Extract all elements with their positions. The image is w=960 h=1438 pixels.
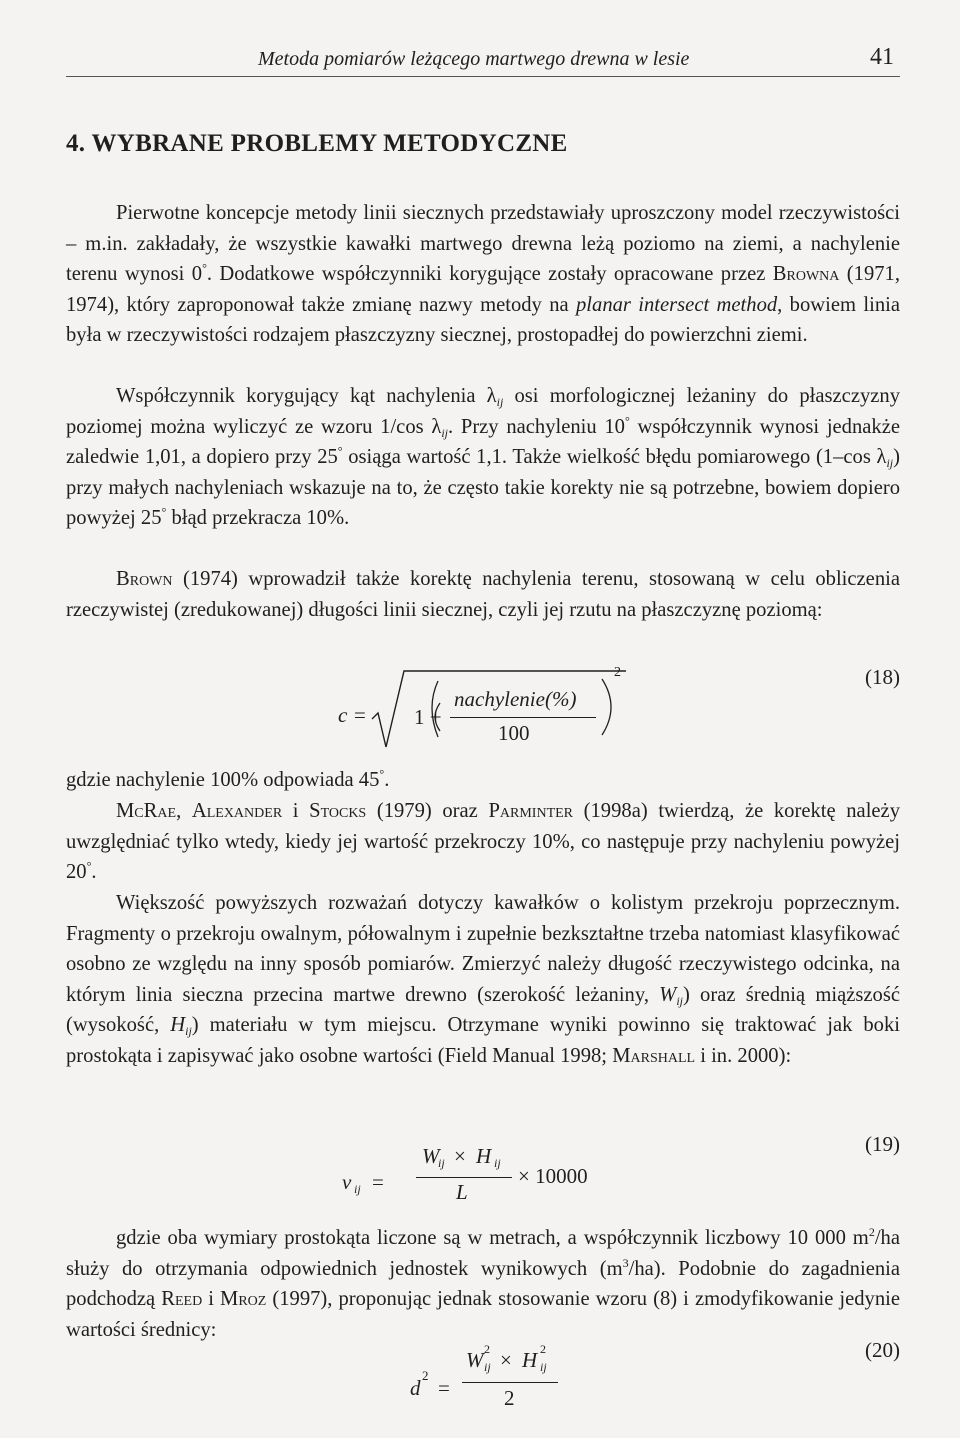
author-stocks: Stocks (309, 800, 367, 822)
author-alexander: Alexander (191, 800, 283, 822)
eq19-equals: = (372, 1170, 384, 1194)
equation-18 (66, 665, 900, 755)
eq20-fraction-line (462, 1382, 558, 1383)
paragraph-6: Większość powyższych rozważań dotyczy kawałków o kolistym przekroju poprzecznym. Fragmenty o przekroju owalnym, półowalnym i zupełnie bezkształtne trzeba natomiast klasyfikować osobno ze względu na inny sposób pomiarów. Zmierzyć należy długość rzeczywistego odcinka, na którym linia sieczna przecina martwe drewno (szerokość leżaniny, $W_{ij}$) oraz średnią miąższość (wysokość, $H_{ij}$) materiału w tym miejscu. Otrzymane wyniki powinno się traktować jak boki prostokąta i zapisywać jako osobne wartości (Field Manual 1998; Marshall i in. 2000): (66, 892, 901, 1067)
eq18-one-plus: 1 + (414, 705, 442, 729)
eq20-denominator: 2 (504, 1386, 515, 1410)
eq20-d: d (410, 1376, 421, 1400)
eq20-h: H (522, 1348, 538, 1372)
eq18-exponent: 2 (614, 665, 621, 680)
eq19-multiplier: × 10000 (518, 1164, 588, 1188)
eq20-w-sub: ij (484, 1360, 491, 1374)
eq18-denominator: 100 (498, 721, 530, 745)
paragraph-2: Współczynnik korygujący kąt nachylenia $\lambda_{ij}$ osi morfologicznej leżaniny do płaszczyzny poziomej można wyliczyć ze wzoru 1/cos $\lambda_{ij}$. Przy nachyleniu 10° współczynnik wynosi jednakże zaledwie 1,01, a dopiero przy 25° osiąga wartość 1,1. Także wielkość błędu pomiarowego (1–cos $\lambda_{ij}$) przy małych nachyleniach wskazuje na to, że często takie korekty nie są potrzebne, bowiem dopiero powyżej 25° błąd przekracza 10%. (66, 385, 900, 530)
author-brown-2: Brown (116, 568, 173, 590)
eq19-fraction-line (416, 1177, 512, 1178)
method-name: planar intersect method (576, 293, 778, 316)
eq19-h: H (476, 1144, 492, 1168)
paragraph-5: McRae, Alexander i Stocks (1979) oraz Parminter (1998a) twierdzą, że korektę należy uwzględniać tylko wtedy, kiedy jej wartość przekroczy 10%, co następuje przy nachyleniu powyżej 20°. (66, 800, 900, 884)
section-title: 4. WYBRANE PROBLEMY METODYCZNE (66, 130, 568, 157)
eq18-fraction-line (450, 717, 596, 718)
eq19-l: L (456, 1180, 468, 1204)
eq20-times: × (500, 1348, 512, 1372)
eq19-times: × (454, 1144, 466, 1168)
author-reed: Reed (161, 1288, 203, 1311)
author-parminter: Parminter (488, 800, 574, 822)
eq20-equals: = (438, 1376, 450, 1400)
eq19-w-sub: ij (438, 1156, 445, 1170)
eq20-d-exp: 2 (422, 1368, 429, 1383)
eq18-lhs: c = (338, 703, 367, 727)
eq20-h-exp: 2 (540, 1342, 546, 1356)
equation-number-20: (20) (865, 1338, 900, 1362)
paragraph-3: Brown (1974) wprowadził także korektę nachylenia terenu, stosowaną w celu obliczenia rzeczywistej (zredukowanej) długości linii siecznej, czyli jej rzutu na płaszczyznę poziomą: (66, 568, 900, 621)
eq20-w: W (466, 1348, 484, 1372)
running-header (66, 40, 900, 77)
equation-number-19: (19) (865, 1132, 900, 1156)
equation-number-18: (18) (865, 665, 900, 689)
eq19-v-sub: ij (354, 1182, 361, 1196)
equation-19 (66, 1132, 900, 1222)
page-number: 41 (870, 44, 894, 70)
eq19-w: W (422, 1144, 440, 1168)
author-mcrae: McRae (116, 800, 177, 822)
author-marshall: Marshall (612, 1044, 696, 1067)
eq20-h-sub: ij (540, 1360, 547, 1374)
eq19-h-sub: ij (494, 1156, 501, 1170)
eq20-w-exp: 2 (484, 1342, 490, 1356)
eq19-v: v (342, 1170, 352, 1194)
running-title: Metoda pomiarów leżącego martwego drewna w lesie (258, 48, 690, 70)
paragraph-4: gdzie nachylenie 100% odpowiada 45°. (66, 767, 390, 791)
equation-20 (66, 1338, 900, 1428)
paragraph-7: gdzie oba wymiary prostokąta liczone są w metrach, a współczynnik liczbowy 10 000 $m^2/ha$ służy do otrzymania odpowiednich jednostek wynikowych $(m^3/ha)$. Podobnie do zagadnienia podchodzą Reed i Mroz (1997), proponując jednak stosowanie wzoru (8) i zmodyfikowanie jedynie wartości średnicy: (66, 1225, 900, 1341)
author-mroz: Mroz (220, 1288, 267, 1311)
author-brown: Browna (772, 263, 840, 286)
paragraph-1: Pierwotne koncepcje metody linii siecznych przedstawiały uproszczony model rzeczywistości – m.in. zakładały, że wszystkie kawałki martwego drewna leżą poziomo na ziemi, a nachylenie terenu wynosi 0°. Dodatkowe współczynniki korygujące zostały opracowane przez Browna (1971, 1974), który zaproponował także zmianę nazwy metody na planar intersect method, bowiem linia była w rzeczywistości rodzajem płaszczyzny siecznej, prostopadłej do powierzchni ziemi. (66, 202, 901, 347)
eq18-numerator: nachylenie(%) (454, 687, 577, 711)
